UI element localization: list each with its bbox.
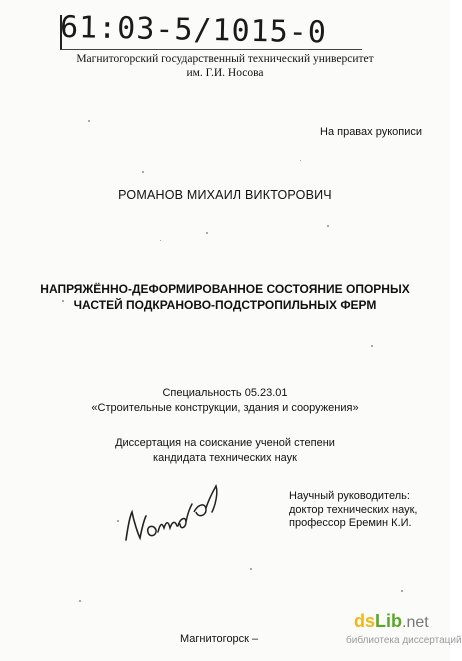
supervisor-heading: Научный руководитель: — [289, 490, 410, 502]
library-stamp: 61:03-5/1015-0 — [59, 9, 328, 51]
scan-speck — [401, 590, 403, 592]
logo-ds: ds — [354, 611, 376, 631]
rights-notice: На правах рукописи — [320, 126, 422, 138]
title-line-2: ЧАСТЕЙ ПОДКРАНОВО-ПОДСТРОПИЛЬНЫХ ФЕРМ — [73, 298, 377, 312]
supervisor-block — [289, 490, 418, 531]
specialty-block — [0, 386, 450, 416]
supervisor-degree: доктор технических наук, — [289, 503, 418, 516]
scan-speck — [371, 345, 373, 347]
dissertation-title — [0, 281, 450, 313]
scan-speck — [79, 600, 81, 602]
logo-net: .net — [402, 614, 429, 631]
author-name: РОМАНОВ МИХАИЛ ВИКТОРОВИЧ — [118, 188, 332, 202]
university-header — [0, 52, 450, 80]
scan-speck — [117, 520, 119, 522]
university-name-line: им. Г.И. Носова — [186, 67, 264, 79]
watermark-tagline: библиотека диссертаций — [346, 635, 462, 646]
scan-speck — [88, 120, 90, 122]
scan-speck — [142, 171, 144, 173]
city-year: Магнитогорск – — [180, 633, 259, 645]
specialty-code: Специальность 05.23.01 — [162, 387, 288, 399]
specialty-name: «Строительные конструкции, здания и сооружения» — [91, 402, 359, 414]
scan-speck — [327, 225, 329, 227]
logo-lib: Lib — [375, 611, 403, 631]
degree-line-1: Диссертация на соискание ученой степени — [115, 437, 335, 449]
scan-speck — [250, 568, 252, 570]
university-line: Магнитогорский государственный технический университет — [76, 53, 374, 65]
scan-speck — [206, 232, 208, 234]
supervisor-name: профессор Еремин К.И. — [289, 517, 412, 529]
scan-speck — [160, 240, 161, 241]
degree-block — [0, 436, 450, 466]
degree-line-2: кандидата технических наук — [153, 452, 297, 464]
dslib-logo[interactable] — [354, 611, 429, 632]
dslib-watermark[interactable] — [346, 611, 462, 659]
scan-speck — [300, 160, 301, 161]
title-line-1: НАПРЯЖЁННО-ДЕФОРМИРОВАННОЕ СОСТОЯНИЕ ОПОРНЫХ — [40, 282, 410, 296]
author-signature — [120, 482, 230, 552]
